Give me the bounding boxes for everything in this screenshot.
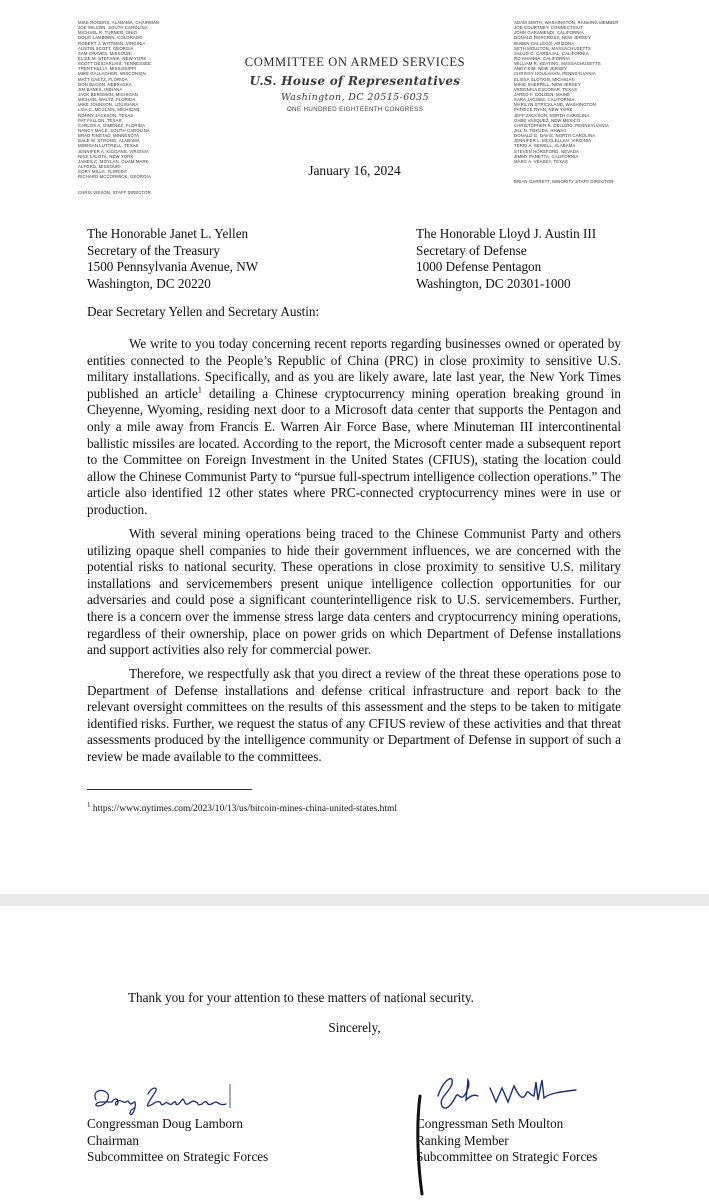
committee-member-name: RO KHANNA, CALIFORNIA <box>514 55 570 61</box>
committee-member-name: GABE VASQUEZ, NEW MEXICO <box>514 117 581 123</box>
committee-member-name: MORGAN LUTTRELL, TEXAS <box>78 143 139 149</box>
address-line: 1000 Defense Pentagon <box>416 259 542 275</box>
committee-member-name: DONALD G. DAVIS, NORTH CAROLINA <box>514 133 596 139</box>
committee-member-name: ANDY KIM, NEW JERSEY <box>514 66 568 72</box>
committee-member-name: JAMES C. MOYLAN, GUAM MARK <box>78 158 149 164</box>
footnote-reference: 1 <box>197 385 202 395</box>
committee-member-name: JENNIFER L. MCCLELLAN, VIRGINIA <box>514 138 592 144</box>
footnote-separator <box>87 789 252 790</box>
committee-member-name: SCOTT DESJARLAIS, TENNESSEE <box>78 61 151 67</box>
closing-thanks: Thank you for your attention to these matters of national security. <box>128 990 474 1005</box>
minority-members-list <box>514 20 619 164</box>
address-line: The Honorable Janet L. Yellen <box>87 226 249 241</box>
signer-name: Congressman Seth Moulton <box>416 1116 564 1131</box>
para-1-text-a: We write to you today concerning recent reports regarding businesses owned or operated by entities connected to the People’s Republic of China (PRC) in close proximity to sensitive U.S. military installations. Specifically, and as you are likely aware, late last year, the New York Times published an article <box>87 336 621 401</box>
committee-member-name: RICHARD MCCORMICK, GEORGIA <box>78 174 151 180</box>
letter-page-2 <box>0 906 709 1200</box>
majority-staff-director: CHRIS VIESON, STAFF DIRECTOR <box>78 190 151 195</box>
footnote-url: https://www.nytimes.com/2023/10/13/us/bitcoin-mines-china-united-states.html <box>90 804 398 815</box>
committee-member-name: JACK BERGMAN, MICHIGAN <box>78 91 138 97</box>
address-line: Washington, DC 20301-1000 <box>416 275 571 291</box>
address-line: 1500 Pennsylvania Avenue, NW <box>87 259 259 275</box>
committee-member-name: MIKE ROGERS, ALABAMA, CHAIRMAN <box>78 20 160 25</box>
committee-member-name: SARA JACOBS, CALIFORNIA <box>514 97 575 103</box>
committee-member-name: JILL N. TOKUDA, HAWAII <box>514 127 566 133</box>
committee-member-name: JENNIFER A. KIGGANS, VIRGINIA <box>78 148 149 154</box>
signer-name: Congressman Doug Lamborn <box>87 1116 244 1131</box>
committee-member-name: ALFORD, MISSOURI <box>78 163 121 169</box>
committee-member-name: MICHAEL WALTZ, FLORIDA <box>78 97 136 103</box>
house-name: U.S. House of Representatives <box>249 74 461 88</box>
committee-member-name: RUBEN GALLEGO, ARIZONA <box>514 40 575 46</box>
committee-member-name: MARC A. VEASEY, TEXAS <box>514 158 569 164</box>
letter-date: January 16, 2024 <box>308 163 401 178</box>
signer-block-lamborn <box>87 1116 268 1166</box>
signer-subcommittee: Subcommittee on Strategic Forces <box>87 1149 269 1165</box>
committee-member-name: WILLIAM R. KEATING, MASSACHUSETTS <box>514 61 601 67</box>
committee-member-name: MARILYN STRICKLAND, WASHINGTON <box>514 102 596 108</box>
address-line: Secretary of the Treasury <box>87 242 220 258</box>
committee-member-name: JIM BANKS, INDIANA <box>78 86 123 92</box>
committee-member-name: BRAD FINSTAD, MINNESOTA <box>78 133 140 139</box>
committee-member-name: ROBERT J. WITTMAN, VIRGINIA <box>78 40 146 46</box>
committee-member-name: NANCY MACE, SOUTH CAROLINA <box>78 127 150 133</box>
committee-member-name: SETH MOULTON, MASSACHUSETTS <box>514 45 592 51</box>
recipient-address-yellen <box>87 226 258 292</box>
committee-member-name: JOHN GARAMENDI, CALIFORNIA <box>514 30 584 36</box>
committee-member-name: DONALD NORCROSS, NEW JERSEY <box>514 35 591 41</box>
committee-member-name: JEFF JACKSON, NORTH CAROLINA <box>514 112 590 118</box>
committee-address: Washington, DC 20515-6035 <box>280 92 430 103</box>
committee-name: COMMITTEE ON ARMED SERVICES <box>244 55 466 69</box>
majority-members-list <box>78 20 159 179</box>
committee-member-name: JOE WILSON, SOUTH CAROLINA <box>78 25 148 31</box>
signer-title: Ranking Member <box>416 1132 509 1148</box>
committee-member-name: LISA C. MCCLAIN, MICHIGAN <box>78 107 140 113</box>
recipient-address-austin <box>416 226 596 292</box>
committee-member-name: TERRI A. SEWELL, ALABAMA <box>514 143 576 149</box>
committee-member-name: MIKE GALLAGHER, WISCONSIN <box>78 71 146 77</box>
closing: Sincerely, <box>328 1020 381 1035</box>
committee-member-name: CORY MILLS, FLORIDA <box>78 169 127 175</box>
committee-member-name: RONNY JACKSON, TEXAS <box>78 112 134 118</box>
body-paragraph-2: With several mining operations being traced to the Chinese Communist Party and others utilizing opaque shell companies to hide their government influences, we are concerned with the potential risks to national security. These operations in close proximity to sensitive U.S. military installations and servicemembers present unique intelligence collection opportunities for our adversaries and could pose a significant counterintelligence risk to U.S. servicemembers. Further, there is a concern over the immense stress large data centers and cryptocurrency mining operations, regardless of their ownership, place on power grids on which Department of Defense installations and support activities also rely for commercial power. <box>87 526 621 658</box>
committee-member-name: CARLOS A. GIMENEZ, FLORIDA <box>78 122 146 128</box>
address-line: The Honorable Lloyd J. Austin III <box>416 226 597 241</box>
committee-member-name: JIMMY PANETTA, CALIFORNIA <box>514 153 579 159</box>
committee-member-name: MATT GAETZ, FLORIDA <box>78 76 128 82</box>
committee-member-name: SALUD O. CARBAJAL, CALIFORNIA <box>514 50 589 56</box>
committee-member-name: JARED F. GOLDEN, MAINE <box>514 91 571 97</box>
committee-member-name: ADAM SMITH, WASHINGTON, RANKING MEMBER <box>514 20 619 25</box>
committee-member-name: JOE COURTNEY, CONNECTICUT <box>514 25 584 31</box>
committee-member-name: TRENT KELLY, MISSISSIPPI <box>78 66 137 72</box>
committee-member-name: VERONICA ESCOBAR, TEXAS <box>514 86 578 92</box>
lamborn-signature <box>90 1078 240 1118</box>
signer-subcommittee: Subcommittee on Strategic Forces <box>416 1149 598 1165</box>
signer-title: Chairman <box>87 1132 140 1148</box>
signer-block-moulton <box>416 1116 597 1166</box>
para-1-text-b: detailing a Chinese cryptocurrency mining operation breaking ground in Cheyenne, Wyoming, residing next door to a Microsoft data center that supports the Pentagon and only a mile away from Francis E. Warren Air Force Base, where Minuteman III intercontinental ballistic missiles are located. According to the report, the Microsoft center made a subsequent report to the Committee on Foreign Investment in the United States (CFIUS), stating the location could allow the Chinese Communist Party to “pursue full-spectrum intelligence collection operations.” The article also identified 12 other states where PRC-connected cryptocurrency mines were in use or production. <box>87 385 621 517</box>
committee-member-name: MIKIE SHERRILL, NEW JERSEY <box>514 81 581 87</box>
committee-member-name: DALE W. STRONG, ALABAMA <box>78 138 140 144</box>
address-line: Washington, DC 20220 <box>87 275 211 291</box>
committee-member-name: PATRICK RYAN, NEW YORK <box>514 107 573 113</box>
committee-member-name: PAT FALLON, TEXAS <box>78 117 122 123</box>
footnote <box>87 801 397 814</box>
committee-member-name: SAM GRAVES, MISSOURI <box>78 50 132 56</box>
salutation: Dear Secretary Yellen and Secretary Austin: <box>87 304 320 319</box>
committee-member-name: DOUG LAMBORN, COLORADO <box>78 35 143 41</box>
committee-member-name: MIKE JOHNSON, LOUISIANA <box>78 102 139 108</box>
committee-member-name: MICHAEL R. TURNER, OHIO <box>78 30 138 36</box>
footnote-mark: 1 <box>87 801 91 809</box>
committee-member-name: CHRISTOPHER R. DELUZIO, PENNSYLVANIA <box>514 122 609 128</box>
minority-staff-director: BRIAN GARRETT, MINORITY STAFF DIRECTOR <box>514 179 614 184</box>
congress-line: ONE HUNDRED EIGHTEENTH CONGRESS <box>286 106 424 113</box>
committee-member-name: STEVEN HORSFORD, NEVADA <box>514 148 580 154</box>
body-paragraph-3: Therefore, we respectfully ask that you direct a review of the threat these operations pose to Department of Defense installations and defense critical infrastructure and report back to the relevant oversight committees on the results of this assessment and the steps to be taken to mitigate identified risks. Further, we request the status of any CFIUS review of these activities and that threat assessments produced by the intelligence community or Department of Defense in support of such a review be made available to the committees. <box>87 666 621 764</box>
committee-member-name: ELISSA SLOTKIN, MICHIGAN <box>514 76 575 82</box>
committee-member-name: NICK LALOTA, NEW YORK <box>78 153 134 159</box>
committee-member-name: ELISE M. STEFANIK, NEW YORK <box>78 55 147 61</box>
address-line: Secretary of Defense <box>416 242 527 258</box>
committee-member-name: AUSTIN SCOTT, GEORGIA <box>78 45 134 51</box>
committee-member-name: DON BACON, NEBRASKA <box>78 81 132 87</box>
body-paragraph-1 <box>87 336 621 519</box>
committee-member-name: CHRISSY HOULAHAN, PENNSYLVANIA <box>514 71 596 77</box>
